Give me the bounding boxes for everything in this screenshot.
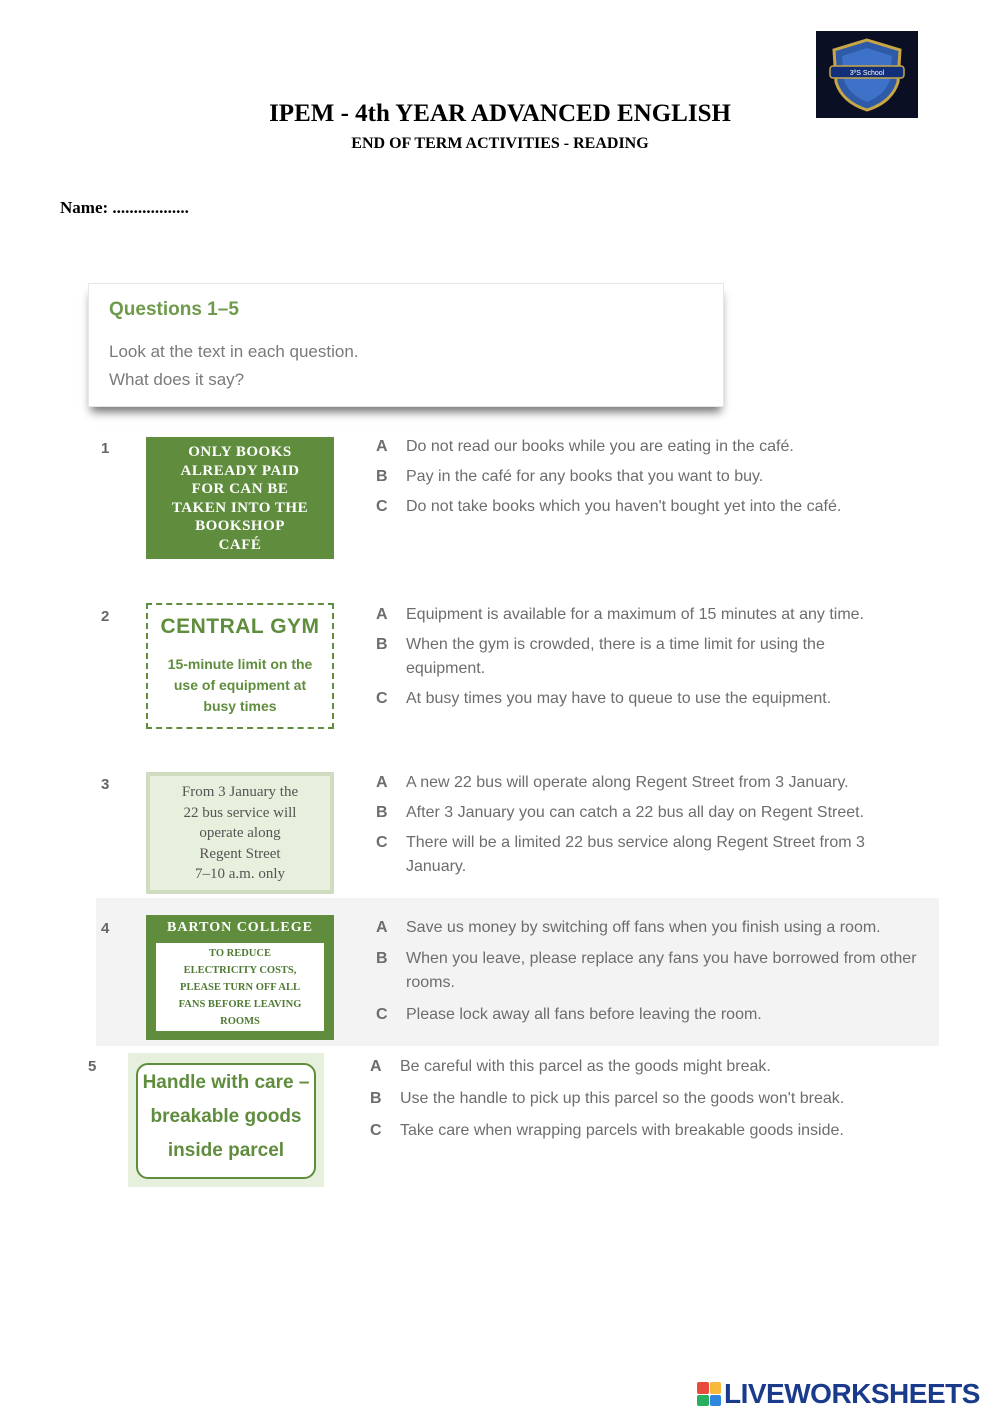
- notice-line: From 3 January the: [181, 784, 299, 800]
- notice-title: CENTRAL GYM: [160, 615, 320, 638]
- notice-title: BARTON COLLEGE: [167, 920, 313, 935]
- notice-line: busy times: [203, 698, 277, 714]
- notice-handle-with-care: [128, 1053, 324, 1187]
- question-number: 4: [101, 920, 110, 937]
- option-letter: A: [376, 606, 388, 623]
- notice-body: [136, 1063, 316, 1179]
- option-text: When you leave, please replace any fans you have borrowed from other rooms.: [406, 950, 917, 991]
- option-letter: A: [376, 774, 388, 791]
- option-letter: C: [376, 498, 388, 515]
- option-text: Equipment is available for a maximum of 15 minutes at any time.: [406, 606, 864, 623]
- notice-body: [148, 654, 332, 717]
- option-text: When the gym is crowded, there is a time limit for using the equipment.: [406, 636, 825, 677]
- page-subtitle: END OF TERM ACTIVITIES - READING: [351, 135, 649, 152]
- notice-line: breakable goods: [150, 1106, 302, 1127]
- instructions-box: [88, 283, 724, 407]
- notice-central-gym: [146, 603, 334, 729]
- option-text: Take care when wrapping parcels with breakable goods inside.: [400, 1122, 844, 1139]
- notice-line: 7–10 a.m. only: [195, 866, 285, 882]
- notice-line: ONLY BOOKS: [188, 444, 292, 460]
- option-letter: B: [370, 1090, 382, 1107]
- option-letter: A: [370, 1058, 382, 1075]
- option-letter: C: [376, 1006, 388, 1023]
- notice-line: 22 bus service will: [183, 804, 297, 821]
- instructions-line-2: What does it say?: [109, 370, 245, 389]
- option-text: At busy times you may have to queue to use the equipment.: [406, 690, 832, 707]
- notice-line: ROOMS: [220, 1016, 260, 1027]
- option-letter: B: [376, 950, 388, 967]
- option-letter: B: [376, 636, 388, 653]
- notice-line: inside parcel: [167, 1140, 285, 1161]
- instructions-heading: Questions 1–5: [109, 299, 239, 320]
- notice-line: 15-minute limit on the: [167, 656, 313, 672]
- page-title: IPEM - 4th YEAR ADVANCED ENGLISH: [269, 100, 731, 127]
- option-text: There will be a limited 22 bus service along Regent Street from 3 January.: [406, 834, 865, 875]
- option-text: Save us money by switching off fans when you finish using a room.: [406, 919, 881, 936]
- notice-line: PLEASE TURN OFF ALL: [180, 982, 300, 993]
- notice-line: Handle with care –: [142, 1072, 310, 1093]
- option-text: Be careful with this parcel as the goods might break.: [400, 1058, 771, 1075]
- notice-line: ALREADY PAID: [180, 462, 300, 479]
- logo-text: 3ºS School: [849, 69, 885, 77]
- notice-line: Regent Street: [199, 845, 281, 862]
- question-number: 5: [88, 1058, 97, 1075]
- option-text: Use the handle to pick up this parcel so the goods won't break.: [400, 1090, 845, 1107]
- option-text: Do not take books which you haven't bought yet into the café.: [406, 498, 842, 515]
- notice-line: TO REDUCE: [209, 948, 271, 959]
- option-letter: C: [376, 834, 388, 851]
- notice-bookshop-cafe: [146, 437, 334, 559]
- option-letter: B: [376, 468, 388, 485]
- option-text: A new 22 bus will operate along Regent Street from 3 January.: [406, 774, 849, 791]
- option-letter: C: [370, 1122, 382, 1139]
- brand-name: LIVEWORKSHEETS: [724, 1378, 980, 1409]
- option-letter: A: [376, 919, 388, 936]
- option-text: Please lock away all fans before leaving the room.: [406, 1006, 762, 1023]
- notice-line: BOOKSHOP: [195, 518, 285, 534]
- name-field-label: Name: ..................: [60, 198, 189, 217]
- notice-line: FANS BEFORE LEAVING: [178, 999, 302, 1010]
- notice-line: use of equipment at: [173, 677, 307, 693]
- option-letter: B: [376, 804, 388, 821]
- option-letter: A: [376, 438, 388, 455]
- option-text: Pay in the café for any books that you want to buy.: [406, 468, 764, 485]
- notice-line: operate along: [199, 825, 281, 841]
- option-text: After 3 January you can catch a 22 bus all day on Regent Street.: [406, 804, 865, 821]
- notice-line: TAKEN INTO THE: [171, 499, 309, 516]
- notice-line: CAFÉ: [218, 536, 262, 553]
- notice-bus-service: [146, 772, 334, 894]
- option-text: Do not read our books while you are eating in the café.: [406, 438, 794, 455]
- liveworksheets-brand[interactable]: [697, 1377, 997, 1411]
- question-number: 2: [101, 608, 110, 625]
- liveworksheets-logo-icon: [697, 1382, 721, 1406]
- notice-body: [156, 943, 324, 1031]
- question-number: 1: [101, 440, 110, 457]
- notice-line: ELECTRICITY COSTS,: [183, 965, 297, 976]
- option-letter: C: [376, 690, 388, 707]
- notice-barton-college: [146, 915, 334, 1040]
- instructions-line-1: Look at the text in each question.: [109, 342, 359, 361]
- notice-line: FOR CAN BE: [191, 481, 289, 497]
- question-number: 3: [101, 776, 110, 793]
